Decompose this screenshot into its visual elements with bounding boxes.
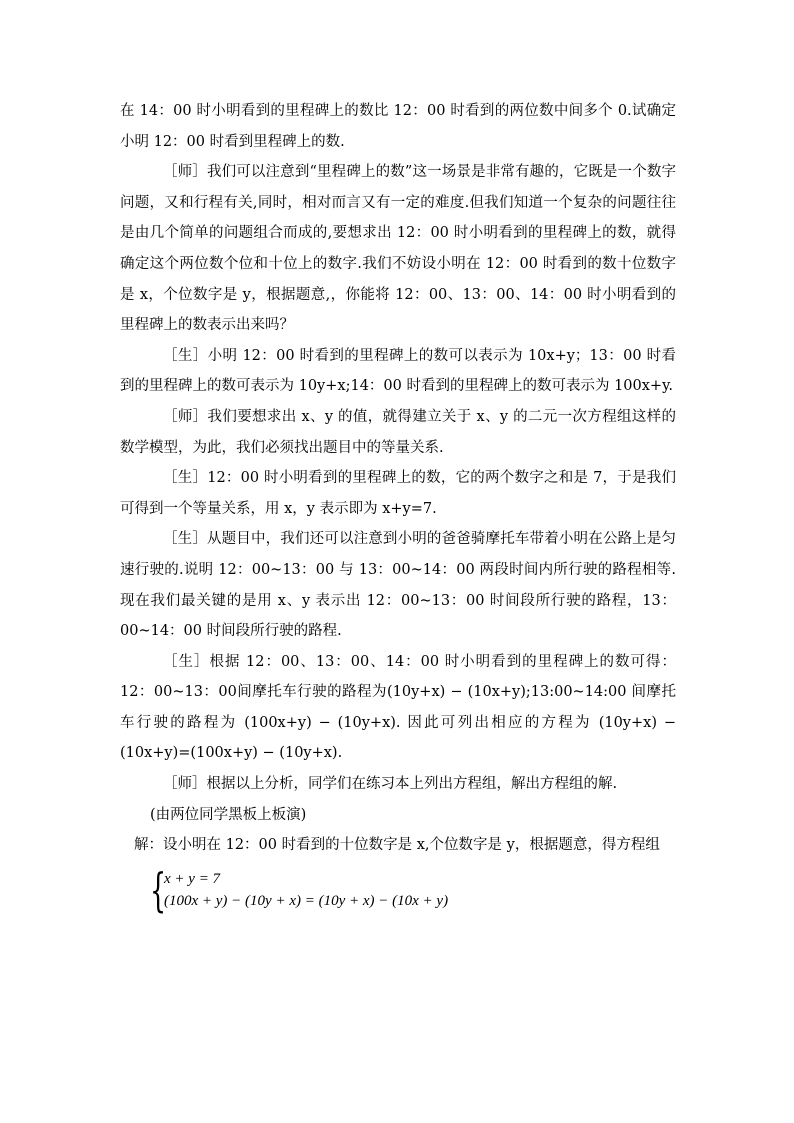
equation-2: (100x + y) − (10y + x) = (10y + x) − (10x + y)	[164, 892, 449, 909]
paragraph-student-3: ［生］从题目中，我们还可以注意到小明的爸爸骑摩托车带着小明在公路上是匀速行驶的.说明 12：00~13：00 与 13：00~14：00 两段时间内所行驶的路程相等.现在我们最关键的是用 x、y 表示出 12：00~13：00 时间段所行驶的路程，13：00~14：00 时间段所行驶的路程.	[120, 531, 676, 640]
paragraph-teacher-1: ［师］我们可以注意到“里程碑上的数”这一场景是非常有趣的，它既是一个数字问题，又和行程有关,同时，相对而言又有一定的难度.但我们知道一个复杂的问题往往是由几个简单的问题组合而成的,要想求出 12：00 时小明看到的里程碑上的数，就得确定这个两位数个位和十位上的数字.我们不妨设小明在 12：00 时看到的数十位数字是 x，个位数字是 y，根据题意,，你能将 12：00、13：00、14：00 时小明看到的里程碑上的数表示出来吗？	[120, 164, 676, 334]
document-body	[120, 96, 676, 925]
equation-1: x + y = 7	[164, 870, 221, 887]
equation-system	[150, 862, 510, 925]
paragraph-student-2: ［生］12：00 时小明看到的里程碑上的数，它的两个数字之和是 7，于是我们可得到一个等量关系，用 x，y 表示即为 x+y=7.	[120, 470, 676, 517]
paragraph-student-4: ［生］根据 12：00、13：00、14：00 时小明看到的里程碑上的数可得：12：00~13：00间摩托车行驶的路程为(10y+x) − (10x+y);13:00~14:00 间摩托车行驶的路程为 (100x+y) − (10y+x). 因此可列出相应的方程为 (10y+x) − (10x+y)=(100x+y) − (10y+x).	[120, 653, 676, 762]
brace-symbol: {	[150, 862, 167, 917]
paragraph-note: (由两位同学黑板上板演)	[150, 806, 307, 823]
paragraph-solution: 解：设小明在 12：00 时看到的十位数字是 x,个位数字是 y，根据题意，得方程组	[134, 837, 660, 854]
paragraph-problem-end: 在 14：00 时小明看到的里程碑上的数比 12：00 时看到的两位数中间多个 0.试确定小明 12：00 时看到里程碑上的数.	[120, 103, 676, 150]
paragraph-teacher-2: ［师］我们要想求出 x、y 的值，就得建立关于 x、y 的二元一次方程组这样的数学模型，为此，我们必须找出题目中的等量关系.	[120, 408, 676, 456]
paragraph-student-1: ［生］小明 12：00 时看到的里程碑上的数可以表示为 10x+y；13：00 时看到的里程碑上的数可表示为 10y+x;14：00 时看到的里程碑上的数可表示为 100x+y.	[120, 347, 676, 395]
paragraph-teacher-3: ［师］根据以上分析，同学们在练习本上列出方程组，解出方程组的解.	[163, 776, 618, 793]
